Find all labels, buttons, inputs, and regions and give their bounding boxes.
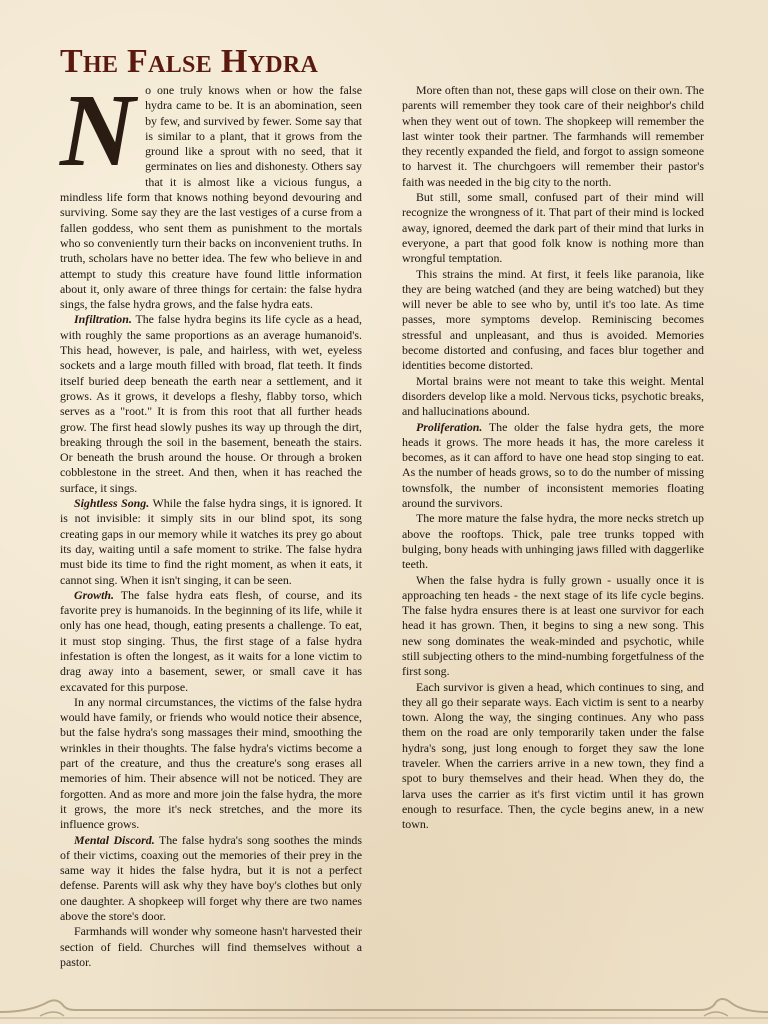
farmhands-paragraph: Farmhands will wonder why someone hasn't harvested their section of field. Churches will find themselves without a pastor. bbox=[60, 924, 362, 969]
mental-discord-text: The false hydra's song soothes the minds of their victims, coaxing out the memories of their prey in the same way it hides the false hydra, but it is not a perfect defense. Parents will ask why they have boy's clothes but only one daughter. A shopkeep will forget why there are two names above the store's door. bbox=[60, 832, 362, 924]
growth-paragraph bbox=[60, 588, 362, 695]
proliferation-text: The older the false hydra gets, the more heads it grows. The more heads it has, the more careless it becomes, as it can afford to have one head stop singing to eat. As the number of heads grows, so to do the number of missing townsfolk, the number of inconsistent memories floating around the survivors. bbox=[402, 419, 704, 511]
infiltration-paragraph bbox=[60, 312, 362, 496]
growth-heading: Growth. bbox=[74, 587, 114, 602]
mature-paragraph: The more mature the false hydra, the more necks stretch up above the rooftops. Thick, pale tree trunks topped with bulging, bony heads with unhinging jaws filled with daggerlike teeth. bbox=[402, 511, 704, 572]
infiltration-heading: Infiltration. bbox=[74, 312, 132, 327]
survivor-paragraph: Each survivor is given a head, which continues to sing, and they all go their separate ways. Each victim is sent to a nearby town. Along the way, the singing continues. Any who pass them on the road are only temporarily taken under the false hydra's song, just long enough to forget they saw the lone traveler. When the carriers arrive in a new town, they find a spot to bury themselves and their head. When they do, the larva uses the carrier as it's first victim until it has grown enough to resurface. Then, the cycle begins anew, in a new town. bbox=[402, 679, 704, 832]
intro-paragraph bbox=[60, 73, 362, 312]
proliferation-paragraph bbox=[402, 420, 704, 512]
mental-discord-heading: Mental Discord. bbox=[74, 832, 155, 847]
gaps-paragraph: More often than not, these gaps will close on their own. The parents will remember they took care of their neighbor's child when they went out of town. The shopkeep will remember the last winter took their partner. The farmhands will remember they recently expanded the field, and forgot to assign someone to harvest it. The churchgoers will remember their pastor's faith was needed in the big city to the north. bbox=[402, 83, 704, 189]
normal-circumstances-paragraph: In any normal circumstances, the victims of the false hydra would have family, or friends who would notice their absence, but the false hydra's song massages their mind, smoothing the wrinkles in their thoughts. The false hydra's victims become a part of the creature, and thus the creature's song erases all memories of him. Their absence will not be noticed. They are forgotten. And as more and more join the false hydra, the more it grows, the more it's neck stretches, and the more its influence grows. bbox=[60, 694, 362, 832]
fully-grown-paragraph: When the false hydra is fully grown - usually once it is approaching ten heads - the next stage of its life cycle begins. The false hydra ensures there is at least one survivor for each head it has grown. Then, it begins to sing a new song. This new song dominates the weak-minded and psychotic, while still subjecting others to the mind-numbing forgetfulness of the first song. bbox=[402, 572, 704, 679]
left-column bbox=[60, 73, 362, 970]
right-column bbox=[402, 83, 704, 833]
wrongness-paragraph: But still, some small, confused part of their mind will recognize the wrongness of it. That part of their mind is locked away, ignored, deemed the dark part of their mind that lurks in everyone, a part that good folk know is nothing more than wrongful temptation. bbox=[402, 190, 704, 266]
intro-text: o one truly knows when or how the false hydra came to be. It is an abomination, seen by few, and survived by fewer. Some say that is similar to a plant, that it grows from the ground like a sprout with no seed, that it germinates on lies and dishonesty. Others say that it is almost like a vicious fungus, a mindless life form that knows nothing beyond devouring and surviving. Some say they are the last vestiges of a curse from a fallen goddess, who sent them as punishment to the mortals who so conveniently turn their backs on inconvenient truths. In truth, scholars have no better idea. The few who believe in and attempt to study this creature have found little information about it, only aware of three things for certain: the false hydra sings, the false hydra grows, and the false hydra eats. bbox=[60, 83, 362, 312]
sightless-song-heading: Sightless Song. bbox=[74, 496, 150, 511]
growth-text: The false hydra eats flesh, of course, and its favorite prey is humanoids. In the beginning of its life, while it only has one head, though, eating presents a challenge. To eat, it must stop singing. Thus, the first stage of a false hydra infestation is often the longest, as it waits for a lone victim to drag away into a basement, sewer, or small cave it has excavated for this purpose. bbox=[60, 587, 362, 694]
page-title: The False Hydra bbox=[60, 43, 319, 80]
drop-cap: N bbox=[60, 73, 136, 188]
sightless-song-paragraph bbox=[60, 496, 362, 588]
mental-discord-paragraph bbox=[60, 833, 362, 925]
proliferation-heading: Proliferation. bbox=[416, 419, 483, 434]
infiltration-text: The false hydra begins its life cycle as a head, with roughly the same proportions as an average humanoid's. This head, however, is pale, and hairless, with wet, eyeless sockets and a large mouth filled with broad, flat teeth. It finds itself buried deep beneath the earth near a settlement, and it grows. As it grows, it develops a fleshy, flabby torso, which serves as a "root." It is from this root that all further heads grow. The first head slowly pushes its way up through the dirt, breaking through the soil in the basement, beneath the stairs. Or beneath the brush around the house. Or through a broken cobblestone in the street. And then, when it has reached the surface, it sings. bbox=[60, 312, 362, 495]
sightless-song-text: While the false hydra sings, it is ignored. It is not invisible: it simply sits in our blind spot, its song creating gaps in our memory while it watches its prey go about its day, waiting until a safe moment to strike. The false hydra must bide its time to find the right moment, as when it eats, it cannot sing. When it isn't singing, it can be seen. bbox=[60, 496, 362, 587]
mortal-brains-paragraph: Mortal brains were not meant to take this weight. Mental disorders develop like a mold. Nervous ticks, psychotic breaks, and hallucinations abound. bbox=[402, 373, 704, 419]
strain-paragraph: This strains the mind. At first, it feels like paranoia, like they are being watched (and they are being watched) but they will never be able to see who by, until it's too late. As time passes, more symptoms develop. Reminiscing becomes stressful and unpleasant, and thus is avoided. Memories become distorted and confusing, and faces blur together and identities become distorted. bbox=[402, 266, 704, 373]
footer-ornament-border bbox=[0, 990, 768, 1024]
